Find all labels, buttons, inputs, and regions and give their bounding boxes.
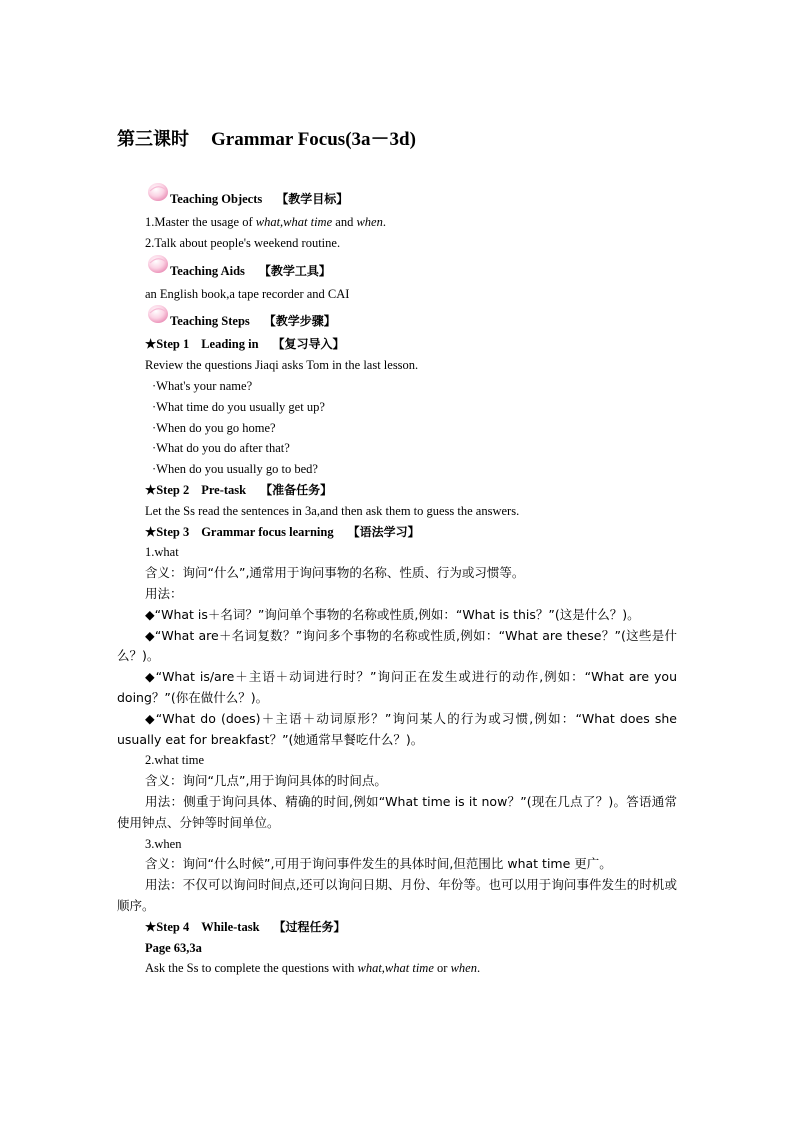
objective-item-1: 1.Master the usage of what,what time and when. [145, 215, 386, 229]
list-item: ·What do you do after that? [152, 441, 290, 456]
what-time-heading: 2.what time [145, 753, 205, 768]
list-item: ·What time do you usually get up? [152, 399, 325, 414]
step-2-heading: ★Step 2 Pre-task 【准备任务】 [145, 482, 333, 497]
section-teaching-steps [117, 308, 677, 334]
what-heading: 1.what [145, 545, 179, 560]
what-usage-label: 用法： [145, 585, 183, 601]
step-4-heading: ★Step 4 While-task 【过程任务】 [145, 919, 346, 934]
when-usage: 用法：不仅可以询问时间点,还可以询问日期、月份、年份等。也可以用于询问事件发生的时机或顺序。 [117, 877, 677, 913]
section-heading-en: Teaching Steps [170, 314, 250, 329]
list-item: ·What's your name? [152, 378, 253, 393]
flower-bullet-icon [146, 179, 170, 203]
step-4-text: Ask the Ss to complete the questions with what,what time or when. [145, 961, 481, 976]
page-title [117, 124, 416, 151]
step-2-text: Let the Ss read the sentences in 3a,and then ask them to guess the answers. [145, 503, 520, 518]
section-heading-cn: 【教学目标】 [276, 192, 349, 206]
section-teaching-aids [117, 258, 677, 284]
step-1-heading: ★Step 1 Leading in 【复习导入】 [145, 337, 345, 352]
step-1-intro: Review the questions Jiaqi asks Tom in the last lesson. [145, 358, 419, 373]
flower-bullet-icon [146, 251, 170, 275]
what-rule-4: ◆“What do (does)＋主语＋动词原形？”询问某人的行为或习惯,例如：“What does she usually eat for breakfast？”(她通常早餐吃什么？)。 [117, 710, 677, 747]
lesson-topic: Grammar Focus(3a－3d) [211, 129, 416, 150]
section-heading-cn: 【教学工具】 [258, 263, 331, 278]
section-heading-cn: 【教学步骤】 [263, 314, 336, 329]
what-time-meaning: 含义：询问“几点”,用于询问具体的时间点。 [145, 773, 387, 789]
what-meaning: 含义：询问“什么”,通常用于询问事物的名称、性质、行为或习惯等。 [145, 565, 525, 581]
flower-bullet-icon [146, 301, 170, 325]
lesson-label: 第三课时 [117, 129, 189, 150]
step-3-heading: ★Step 3 Grammar focus learning 【语法学习】 [145, 524, 420, 539]
list-item: ·When do you usually go to bed? [152, 462, 318, 477]
when-heading: 3.when [145, 836, 182, 851]
section-heading-en: Teaching Aids [170, 263, 245, 278]
what-time-usage: 用法：侧重于询问具体、精确的时间,例如“What time is it now？”(现在几点了？)。答语通常使用钟点、分钟等时间单位。 [117, 793, 677, 830]
what-rule-3: ◆“What is/are＋主语＋动词进行时？”询问正在发生或进行的动作,例如：“What are you doing？”(你在做什么？)。 [117, 669, 677, 705]
section-teaching-objects [117, 186, 677, 212]
what-rule-1: ◆“What is＋名词？”询问单个事物的名称或性质,例如：“What is this？”(这是什么？)。 [145, 606, 640, 622]
when-meaning: 含义：询问“什么时候”,可用于询问事件发生的具体时间,但范围比 what time 更广。 [145, 856, 612, 872]
objective-item-2: 2.Talk about people's weekend routine. [145, 235, 341, 250]
aids-text: an English book,a tape recorder and CAI [145, 286, 350, 301]
what-rule-2: ◆“What are＋名词复数？”询问多个事物的名称或性质,例如：“What are these？”(这些是什么？)。 [117, 627, 677, 664]
list-item: ·When do you go home? [152, 420, 276, 435]
section-heading-en: Teaching Objects [170, 192, 263, 206]
document-body [117, 186, 677, 979]
step-4-page: Page 63,3a [145, 940, 202, 955]
